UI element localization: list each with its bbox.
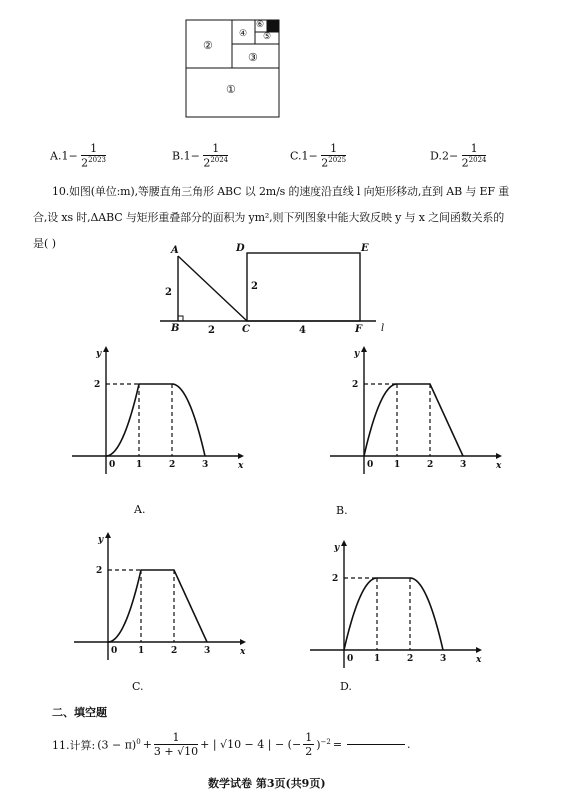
origin-label: 0 xyxy=(347,654,354,664)
q9-option-c: C.1− $\frac{1}{2^{2025}}$ xyxy=(290,142,347,170)
tick-label-1: 1 xyxy=(394,460,401,470)
tick-label-2: 2 xyxy=(169,460,176,470)
y-axis-label: y xyxy=(98,535,104,545)
region-label-6: ⑥ xyxy=(256,20,265,30)
origin-label: 0 xyxy=(367,460,374,470)
page-footer: 数学试卷 第3页(共9页) xyxy=(208,777,326,790)
q10-line-3: 是( ) xyxy=(33,237,57,250)
q9-option-b: B.1− $\frac{1}{2^{2024}}$ xyxy=(172,142,229,170)
q11-expression: 11.计算: $(3 - \pi)^0$ + $\frac{1}{3 + √10}$ + | √10 − 4 | − (− $\frac{1}{2}$ )$^{-2}$ = . xyxy=(52,731,411,758)
length-cf-label: 4 xyxy=(299,325,306,336)
x-axis-label: x xyxy=(238,461,244,471)
function-curve xyxy=(108,570,207,642)
region-label-4: ④ xyxy=(239,29,248,39)
q9-option-d: D.2− $\frac{1}{2^{2024}}$ xyxy=(430,142,487,170)
q9-option-a: A.1− $\frac{1}{2^{2023}}$ xyxy=(50,142,106,170)
graph-caption-d: D. xyxy=(340,680,352,693)
line-l-label: l xyxy=(381,323,385,334)
tick-label-2: 2 xyxy=(171,646,178,656)
segment-ac xyxy=(178,256,247,321)
region-label-1: ① xyxy=(226,83,236,96)
graph-caption-c: C. xyxy=(132,680,144,693)
y-axis-arrow xyxy=(103,346,109,352)
y-tick-label-2: 2 xyxy=(94,380,101,390)
origin-label: 0 xyxy=(111,646,118,656)
point-f-label: F xyxy=(355,324,363,335)
graph-option-d xyxy=(306,538,486,678)
nested-rectangles-figure xyxy=(0,0,565,130)
function-curve xyxy=(106,384,205,456)
y-axis-label: y xyxy=(334,543,340,553)
point-a-label: A xyxy=(171,245,179,256)
tick-label-2: 2 xyxy=(427,460,434,470)
y-tick-label-2: 2 xyxy=(352,380,359,390)
graph-caption-a: A. xyxy=(134,503,146,516)
x-axis-arrow xyxy=(496,453,502,459)
region-label-2: ② xyxy=(203,39,213,52)
tick-label-3: 3 xyxy=(202,460,209,470)
tick-label-2: 2 xyxy=(407,654,414,664)
q10-line-2: 合,设 xs 时,ΔABC 与矩形重叠部分的面积为 ym²,则下列图象中能大致反映 y 与 x 之间函数关系的 xyxy=(33,211,505,224)
length-cd-label: 2 xyxy=(251,281,258,292)
tick-label-3: 3 xyxy=(204,646,211,656)
y-tick-label-2: 2 xyxy=(96,566,103,576)
origin-label: 0 xyxy=(109,460,116,470)
region-label-5: ⑤ xyxy=(263,32,272,42)
tick-label-1: 1 xyxy=(136,460,143,470)
y-axis-arrow xyxy=(361,346,367,352)
right-angle-mark xyxy=(178,316,183,321)
y-axis-arrow xyxy=(341,540,347,546)
point-e-label: E xyxy=(361,243,369,254)
graph-option-a xyxy=(68,344,248,484)
point-c-label: C xyxy=(242,324,250,335)
tick-label-3: 3 xyxy=(440,654,447,664)
function-curve xyxy=(344,578,443,650)
x-axis-arrow xyxy=(240,639,246,645)
x-axis-arrow xyxy=(238,453,244,459)
q10-line-1: 10.如图(单位:m),等腰直角三角形 ABC 以 2m/s 的速度沿直线 l 向矩形移动,直到 AB 与 EF 重 xyxy=(52,185,510,198)
y-axis-label: y xyxy=(96,349,102,359)
x-axis-label: x xyxy=(240,647,246,657)
x-axis-arrow xyxy=(476,647,482,653)
length-ab-label: 2 xyxy=(165,287,172,298)
tick-label-1: 1 xyxy=(374,654,381,664)
section-title: 二、填空题 xyxy=(52,706,107,719)
length-bc-label: 2 xyxy=(208,325,215,336)
point-b-label: B xyxy=(171,323,180,334)
point-d-label: D xyxy=(236,243,245,254)
y-axis-label: y xyxy=(354,349,360,359)
x-axis-label: x xyxy=(496,461,502,471)
tick-label-3: 3 xyxy=(460,460,467,470)
region-label-3: ③ xyxy=(248,51,258,64)
tick-label-1: 1 xyxy=(138,646,145,656)
y-tick-label-2: 2 xyxy=(332,574,339,584)
graph-option-c xyxy=(70,530,250,670)
x-axis-label: x xyxy=(476,655,482,665)
function-curve xyxy=(364,384,463,456)
graph-caption-b: B. xyxy=(336,504,348,517)
graph-option-b xyxy=(326,344,506,484)
rectangle-cdef xyxy=(247,253,360,321)
answer-blank[interactable] xyxy=(347,744,405,745)
y-axis-arrow xyxy=(105,532,111,538)
